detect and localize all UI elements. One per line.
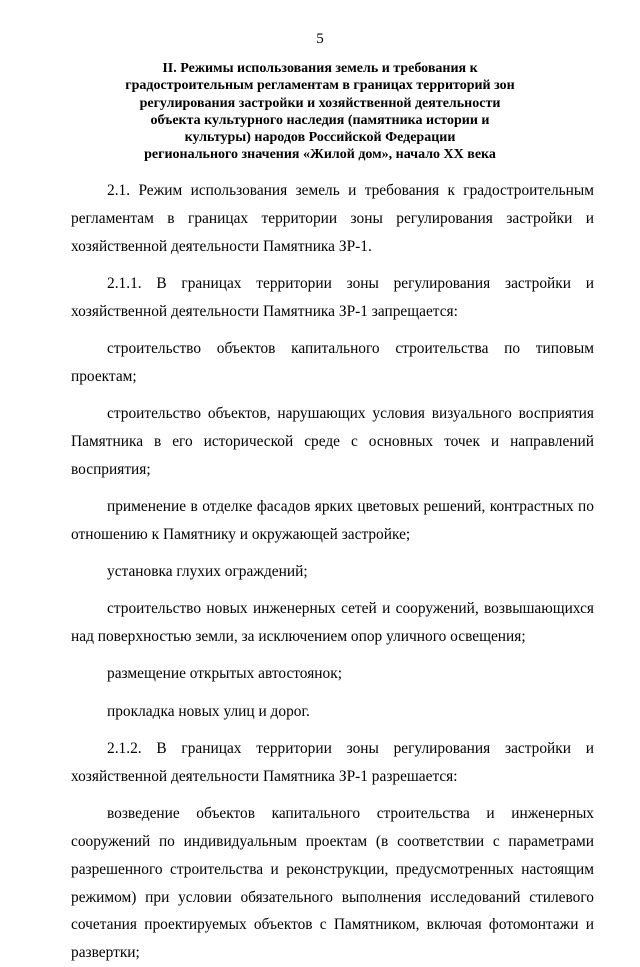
paragraph-2-1-1: 2.1.1. В границах территории зоны регулирования застройки и хозяйственной деятельности Памятника ЗР-1 запрещается: (71, 274, 594, 320)
paragraph-2-1-2: 2.1.2. В границах территории зоны регулирования застройки и хозяйственной деятельности Памятника ЗР-1 разрешается: (71, 740, 594, 785)
section-title (92, 60, 548, 164)
list-item-prohibited: размещение открытых автостоянок; (107, 665, 342, 683)
list-item-prohibited: прокладка новых улиц и дорог. (107, 702, 310, 720)
list-item-prohibited: строительство объектов капитального строительства по типовым проектам; (71, 339, 594, 385)
list-item-prohibited: строительство новых инженерных сетей и сооружений, возвышающихся над поверхностью земли, за исключением опор уличного освещения; (71, 600, 594, 646)
list-item-prohibited: установка глухих ограждений; (107, 563, 308, 581)
page-number: 5 (316, 31, 324, 47)
section-title-line: регулирования застройки и хозяйственной деятельности (139, 95, 501, 111)
section-title-line: регионального значения «Жилой дом», начало XX века (144, 147, 496, 163)
section-title-line: градостроительным регламентам в границах территорий зон (125, 78, 515, 94)
section-title-line: культуры) народов Российской Федерации (184, 130, 456, 146)
list-item-prohibited: применение в отделке фасадов ярких цветовых решений, контрастных по отношению к Памятнику и окружающей застройке; (71, 497, 594, 543)
section-title-line: II. Режимы использования земель и требования к (162, 61, 478, 76)
section-title-line: объекта культурного наследия (памятника истории и (150, 112, 490, 128)
list-item-prohibited: строительство объектов, нарушающих условия визуального восприятия Памятника в его исторической среде с основных точек и направлений восприятия; (71, 405, 594, 478)
list-item-permitted: возведение объектов капитального строительства и инженерных сооружений по индивидуальным проектам (в соответствии с параметрами разрешенного строительства и реконструкции, предусмотренных настоящим режимом) при условии обязательного выполнения исследований стилевого сочетания проектируемых объектов с Памятником, включая фотомонтажи и развертки; (71, 805, 594, 962)
document-body (71, 177, 594, 967)
paragraph-2-1: 2.1. Режим использования земель и требования к градостроительным регламентам в границах территории зоны регулирования застройки и хозяйственной деятельности Памятника ЗР-1. (71, 182, 594, 255)
